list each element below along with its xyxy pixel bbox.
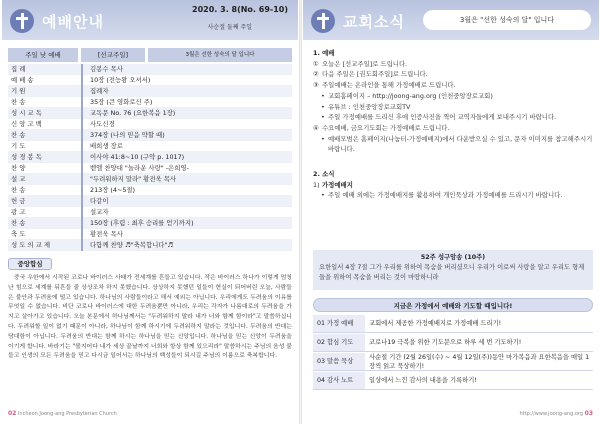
row-divider (81, 207, 83, 218)
order-value: 35장 (큰 영화로신 주) (90, 98, 153, 106)
order-value: 374장 (나의 믿음 약할 때) (90, 131, 165, 139)
page-gutter (299, 0, 302, 424)
item-text: 가정예배지 (322, 180, 353, 189)
service-name: 주일 낮 예배 (8, 48, 78, 62)
order-row (8, 64, 292, 75)
news-item (313, 69, 593, 80)
order-label: 신 앙 고 백 (11, 120, 42, 128)
worship-header-band (2, 0, 298, 40)
order-row (8, 196, 292, 207)
order-row (8, 218, 292, 229)
row-divider (81, 119, 83, 130)
table-title: 지금은 가정에서 예배와 기도할 때입니다! (313, 298, 593, 312)
page-title: 교회소식 (343, 13, 405, 31)
order-row (8, 86, 292, 97)
news-item (313, 190, 593, 201)
order-value: 다같이 (90, 197, 109, 205)
order-value: 10장 (전능왕 오셔서) (90, 76, 151, 84)
cross-logo-icon (10, 9, 34, 33)
order-row (8, 75, 292, 86)
order-row (8, 141, 292, 152)
order-value: "두려워하지 말라" 황전욱 목사 (90, 175, 177, 183)
cross-logo-icon (311, 9, 335, 33)
order-row (8, 108, 292, 119)
item-marker: ③ (313, 81, 319, 90)
row-divider (81, 174, 83, 185)
table-row (313, 352, 593, 371)
table-row (313, 371, 593, 390)
item-text: 수요예배, 금요기도회는 가정예배로 드립니다. (322, 123, 450, 132)
home-worship-table (313, 298, 593, 390)
order-value: 설교자 (90, 208, 109, 216)
order-value: 150장 (후렴 : 최후 승리를 얻기까지) (90, 219, 194, 227)
memory-verse-text: 요한일서 4장 7절 그가 우리를 위하여 목숨을 버리셨으니 우리가 이로써 사랑을 알고 우리도 형제들을 위하여 목숨을 버리는 것이 마땅하니라 (319, 264, 585, 281)
row-text: 교회에서 제공한 가정예배지로 가정예배 드리기! (369, 320, 502, 327)
order-value: 집례자 (90, 87, 109, 95)
worship-order-list (8, 64, 292, 251)
order-row (8, 240, 292, 251)
row-divider (81, 108, 83, 119)
row-label: 01 가정 예배 (313, 315, 365, 332)
table-row (313, 314, 593, 333)
order-value: 김봉수 목사 (90, 65, 123, 73)
item-text: 예배모범은 홈페이지(나눔터-가정예배지)에서 다운받으실 수 있고, 문자 이미지를 참고해주시기 바랍니다. (328, 134, 593, 154)
news-item (313, 80, 593, 91)
item-marker: • (321, 134, 325, 143)
prayer-text: 중국 우한에서 시작된 코로나 바이러스 사태가 전세계를 흔들고 있습니다. 작은 바이러스 하나가 이렇게 엄청난 힘으로 세계를 뒤흔들 줄 상상조차 하지 못했습니다. 상상하지 못했던 일들이 현실이 되어버린 오늘, 사람들은 불안과 두려움에 떨고 있습니다. 하나님의 사람들이라고 해서 예외는 아닙니다. 우리에게도 두려움의 이유를 무엇일 수 없습니다. 비단 코로나 바이러스에 대한 두려움뿐만 아니라, 우리는 각자가 나름대로의 두려움을 가지고 살아가고 있습니다. 오늘 본문에서 하나님께서는 "두려워하지 말라 내가 너와 함께 함이라"고 말씀하십니다. 두려워할 일이 없기 때문이 아니라, 하나님이 함께 하시기에 두려워하지 말라는 것입니다. 두려움의 반대는 담대함이 아닙니다. 두려움의 반대는 함께 하시는 하나님을 믿는 신앙입니다. 하나님을 믿는 신앙이 두려움을 이기게 합니다. 바라기는 "볼지어다 내가 세상 끝날까지 너희와 항상 함께 있으리라" 말씀하시는 주님의 음성 붙들고 인생의 모든 두려움을 믿고 다시금 일어서는 하나님의 백성들이 되시길 주님의 이름으로 축복합니다. (8, 275, 292, 360)
order-label: 찬 양 (11, 164, 26, 172)
order-row (8, 152, 292, 163)
item-text: 주일 예배 외에는 가정예배지를 활용하여 개인묵상과 가정예배를 드리시기 바랍니다. (328, 191, 563, 200)
order-value: 이사야 41:8~10 (구약 p. 1017) (90, 153, 185, 161)
row-divider (81, 130, 83, 141)
item-marker: ② (313, 70, 319, 79)
order-row (8, 163, 292, 174)
month-theme-pill: 3월은 "선한 성숙의 달" 입니다 (423, 10, 591, 30)
news-item (313, 102, 593, 113)
order-label: 성 시 교 독 (11, 109, 42, 117)
row-divider (81, 218, 83, 229)
page-number: 03 (584, 410, 593, 417)
order-value: 다함께 찬양 ♬"축복합니다"♬ (90, 241, 174, 249)
order-row (8, 97, 292, 108)
order-header (8, 48, 292, 62)
item-text: 주일 가정예배를 드리신 후에 인증사진을 찍어 교역자들에게 보내주시기 바랍니다. (328, 113, 557, 122)
order-label: 찬 송 (11, 98, 26, 106)
news-header-band (303, 0, 599, 40)
order-row (8, 185, 292, 196)
item-text: 유튜브 : 인천중앙장로교회TV (328, 102, 411, 111)
church-url: http://www.joong-ang.org (519, 411, 584, 417)
row-divider (81, 163, 83, 174)
order-label: 집 례 (11, 65, 26, 73)
order-label: 설 교 (11, 175, 26, 183)
church-name: Incheon Joong-ang Presbyterian Church (17, 411, 117, 417)
bulletin-subtitle: 사순절 둘째 주일 (207, 24, 252, 31)
row-divider (81, 196, 83, 207)
order-label: 축 도 (11, 230, 26, 238)
item-marker: • (321, 91, 325, 100)
row-text: 코로나19 극복을 위한 기도문으로 하루 세 번 기도하기! (369, 339, 522, 346)
row-label: 03 말씀 묵상 (313, 353, 365, 370)
row-divider (81, 185, 83, 196)
row-divider (81, 86, 83, 97)
news-item (313, 112, 593, 123)
table-row (313, 333, 593, 352)
order-row (8, 130, 292, 141)
order-label: 기 도 (11, 142, 26, 150)
item-marker: • (321, 191, 325, 200)
row-text: 일상에서 느낀 감사의 내용을 기록하기! (369, 377, 477, 384)
row-divider (81, 75, 83, 86)
order-row (8, 207, 292, 218)
order-label: 기 원 (11, 87, 26, 95)
order-label: 찬 송 (11, 219, 26, 227)
item-text: 오늘은 [선교주일]로 드립니다. (322, 59, 408, 68)
row-divider (81, 229, 83, 240)
order-label: 성 경 봉 독 (11, 153, 42, 161)
item-marker: ④ (313, 123, 319, 132)
bulletin-date: 2020. 3. 8(No. 69-10) (192, 5, 288, 14)
page-title: 예배안내 (42, 13, 104, 31)
row-label: 02 합심 기도 (313, 334, 365, 351)
church-news-page (303, 0, 599, 424)
item-marker: 1) (313, 180, 320, 189)
section-title: 2. 소식 (313, 170, 335, 179)
item-marker: • (321, 102, 325, 111)
order-value: 213장 (4~5절) (90, 186, 136, 194)
order-value: 교독문 No. 76 (요한복음 1장) (90, 109, 176, 117)
prayer-section-label: 중앙합심 (8, 258, 52, 270)
order-label: 예 배 송 (11, 76, 34, 84)
row-divider (81, 240, 83, 251)
order-value: 배희생 장로 (90, 142, 123, 150)
item-text: 주일예배는 온라인을 통해 가정예배로 드립니다. (322, 81, 456, 90)
row-divider (81, 141, 83, 152)
order-label: 헌 금 (11, 197, 26, 205)
item-text: 다음 주일은 [권도회주일]로 드립니다. (322, 70, 428, 79)
order-label: 찬 송 (11, 186, 26, 194)
row-text: 사순절 기간 (2월 26일(수) ~ 4월 12일(주))동안 마가복음과 요한복음을 매일 1장씩 읽고 묵상하기! (369, 354, 590, 370)
news-list (313, 48, 593, 201)
memory-verse-box (313, 250, 593, 290)
row-divider (81, 64, 83, 75)
row-divider (81, 152, 83, 163)
order-value: 사도신경 (90, 120, 115, 128)
right-footer (519, 410, 593, 420)
memory-verse-title: 52주 성구암송 (10주) (420, 254, 486, 261)
order-value: 황전욱 목사 (90, 230, 123, 238)
page-number: 02 (8, 410, 17, 417)
item-text: 교회홈페이지 – http://joong-ang.org (인천중앙장로교회) (328, 91, 493, 100)
section-title: 1. 예배 (313, 49, 335, 57)
row-label: 04 감사 노트 (313, 372, 365, 389)
order-label: 광 고 (11, 208, 26, 216)
order-label: 찬 송 (11, 131, 26, 139)
left-footer (8, 410, 117, 420)
item-marker: ① (313, 59, 319, 68)
order-row (8, 174, 292, 185)
news-item (313, 91, 593, 102)
row-divider (81, 97, 83, 108)
news-item (313, 180, 593, 191)
order-label: 성 도 의 교 제 (11, 241, 50, 249)
item-marker: • (321, 113, 325, 122)
sunday-theme: [선교주일] (81, 48, 145, 62)
order-value: 벧엘 찬양대 "놀라운 사랑" -은희영- (90, 164, 189, 172)
order-row (8, 119, 292, 130)
order-row (8, 229, 292, 240)
news-item (313, 123, 593, 134)
worship-guide-page (2, 0, 298, 424)
news-item (313, 134, 593, 155)
month-theme: 3월은 선한 성숙의 달 입니다 (148, 48, 292, 62)
news-item (313, 59, 593, 70)
